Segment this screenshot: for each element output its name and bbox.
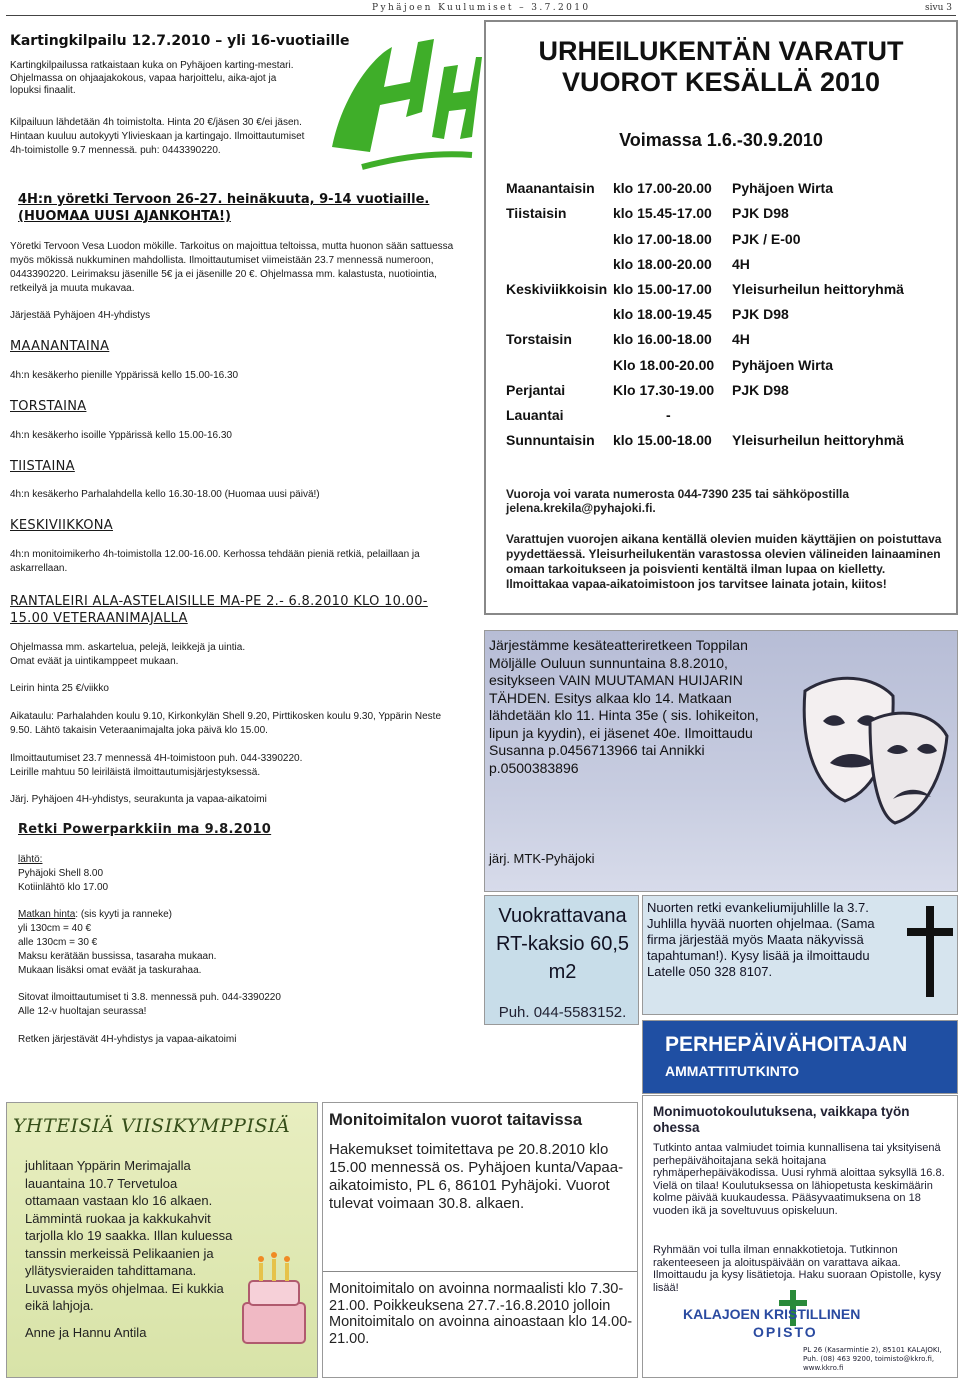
row-time: Klo 18.00-20.00 <box>613 357 715 373</box>
powerpark-title: Retki Powerparkkiin ma 9.8.2010 <box>18 822 272 837</box>
tuesday-text: 4h:n kesäkerho Parhalahdella kello 16.30-18.00 (Huomaa uusi päivä!) <box>10 489 320 500</box>
row-group: PJK D98 <box>732 205 789 221</box>
cake-icon <box>235 1243 313 1353</box>
row-group: Pyhäjoen Wirta <box>732 357 834 373</box>
opisto-address: PL 26 (Kasarmintie 2), 85101 KALAJOKI, Puh. (08) 463 9200, toimisto@kkro.fi, www.kkro.fi <box>803 1346 942 1372</box>
thursday-heading: TORSTAINA <box>10 399 87 414</box>
karting-title: Kartingkilpailu 12.7.2010 – yli 16-vuotiaille <box>10 33 350 49</box>
opisto-logo-name: KALAJOEN KRISTILLINEN <box>683 1306 861 1322</box>
reservation-contact: Vuoroja voi varata numerosta 044-7390 235 tai sähköpostilla jelena.krekila@pyhajoki.fi. <box>506 487 850 515</box>
row-time: klo 15.00-18.00 <box>613 432 712 448</box>
youth-festival-ad <box>642 895 958 1015</box>
row-group: PJK / E-00 <box>732 231 801 247</box>
night-trip-note: (HUOMAA UUSI AJANKOHTA!) <box>18 209 231 224</box>
row-day: Sunnuntaisin <box>506 432 595 448</box>
header-divider <box>6 15 956 16</box>
payment-note: Maksu kerätään bussissa, tasaraha mukaan. <box>18 951 217 962</box>
opisto-headline: Monimuotokoulutuksena, vaikkapa työn ohessa <box>653 1104 910 1135</box>
4h-logo <box>322 27 482 177</box>
row-day: Lauantai <box>506 407 564 423</box>
return-time: Kotiinlähtö klo 17.00 <box>18 882 109 893</box>
snacks-note: Mukaan lisäksi omat eväät ja taskurahaa. <box>18 965 202 976</box>
night-trip-heading: 4H:n yöretki Tervoon 26-27. heinäkuuta, 9-14 vuotiaille. <box>18 192 430 207</box>
camp-schedule: Aikataulu: Parhalahden koulu 9.10, Kirkonkylän Shell 9.20, Pirttikosken koulu 9.30, Yppärin Neste 9.50. Lähtö takaisin Veteraanimajalta joka päivä klo 15.00. <box>10 711 442 736</box>
night-trip-organizer: Järjestää Pyhäjoen 4H-yhdistys <box>10 310 151 321</box>
theatre-masks-icon <box>775 651 955 831</box>
row-time: klo 18.00-19.45 <box>613 306 712 322</box>
thursday-text: 4h:n kesäkerho isoille Yppärissä kello 15.00-16.30 <box>10 430 232 441</box>
wednesday-text: 4h:n monitoimikerho 4h-toimistolla 12.00-16.00. Kerhossa tehdään pieniä retkiä, pelaillaan ja askarrellaan. <box>10 549 420 574</box>
karting-details: Kilpailuun lähdetään 4h toimistolta. Hinta 20 €/jäsen 30 €/ei jäsen. Hintaan kuuluu autokyyti Ylivieskaan ja kartingajo. Ilmoittautumiset 4h-toimistolle 9.7 mennessä. puh: 0443390220. <box>10 117 305 156</box>
sports-title-line1: URHEILUKENTÄN VARATUT <box>538 36 904 66</box>
reservation-rules: Varattujen vuorojen aikana kentällä olevien muiden käyttäjien on poistuttava pyydettäessä. Yleisurheilukentän varastossa olevien välineiden lainaaminen omaan tarkoitukseen ja poisvienti kentältä ilman lupaa on kielletty. Ilmoittakaa vapaa-aikatoimistoon jos tarvitsee lainata jotain, kiitos! <box>506 532 942 591</box>
camp-price: Leirin hinta 25 €/viikko <box>10 683 109 694</box>
camp-program: Ohjelmassa mm. askartelua, pelejä, leikkejä ja uintia. <box>10 642 246 653</box>
row-time: Klo 17.30-19.00 <box>613 382 715 398</box>
powerpark-organizers: Retken järjestävät 4H-yhdistys ja vapaa-aikatoimi <box>18 1034 237 1045</box>
camp-registration: Ilmoittautumiset 23.7 mennessä 4H-toimistoon puh. 044-3390220. <box>10 753 303 764</box>
apartment-rental-ad <box>484 895 639 1025</box>
row-time: klo 17.00-18.00 <box>613 231 712 247</box>
childcare-subtitle: AMMATTITUTKINTO <box>665 1063 800 1079</box>
karting-description: Kartingkilpailussa ratkaistaan kuka on Pyhäjoen karting-mestari. Ohjelmassa on ohjaajakokous, vapaa harjoittelu, aika-ajot ja lopuksi finaalit. <box>10 60 294 96</box>
trip-price-line <box>18 908 172 922</box>
monday-heading: MAANANTAINA <box>10 339 110 354</box>
price-over-130: yli 130cm = 40 € <box>18 923 92 934</box>
newsletter-title: Pyhäjoen Kuulumiset – 3.7.2010 <box>372 3 591 13</box>
row-group: PJK D98 <box>732 382 789 398</box>
sports-hall-title: Monitoimitalon vuorot taitavissa <box>329 1111 583 1129</box>
rental-phone: Puh. 044-5583152. <box>498 1004 627 1021</box>
row-day: Torstaisin <box>506 331 572 347</box>
camp-organizers: Järj. Pyhäjoen 4H-yhdistys, seurakunta ja vapaa-aikatoimi <box>10 794 267 805</box>
tuesday-heading: TIISTAINA <box>10 459 75 474</box>
row-day: Maanantaisin <box>506 180 595 196</box>
row-group: PJK D98 <box>732 306 789 322</box>
sports-validity: Voimassa 1.6.-30.9.2010 <box>619 130 823 150</box>
birthday-title: YHTEISIÄ VIISIKYMPPISIÄ <box>13 1115 291 1137</box>
beach-camp-title: RANTALEIRI ALA-ASTELAISILLE MA-PE 2.- 6.8.2010 KLO 10.00-15.00 VETERAANIMAJALLA <box>10 594 428 626</box>
birthday-invitation <box>6 1102 318 1378</box>
birthday-hosts: Anne ja Hannu Antila <box>25 1325 147 1340</box>
summer-theatre-ad <box>484 630 958 892</box>
row-time: klo 15.45-17.00 <box>613 205 712 221</box>
camp-capacity: Leirille mahtuu 50 leiriläistä ilmoittautumisjärjestyksessä. <box>10 767 261 778</box>
opisto-application: Ryhmään voi tulla ilman ennakkotietoja. Tutkinnon rakenteeseen ja aloituspäivään on varattava aikaa. Ilmoittaudu ja kysy lisätietoja. Haku suoraan Opistolle, kysy lisää! <box>653 1244 941 1294</box>
sports-hall-application: Hakemukset toimitettava pe 20.8.2010 klo 15.00 mennessä os. Pyhäjoen kunta/Vapaa-aikatoimisto, PL 6, 86101 Pyhäjoki. Vuorot tulevat voimaan 30.8. alkaen. <box>329 1141 624 1212</box>
camp-bring: Omat eväät ja uintikamppeet mukaan. <box>10 656 179 667</box>
sports-title <box>486 36 956 98</box>
row-time: klo 18.00-20.00 <box>613 256 712 272</box>
binding-registration: Sitovat ilmoittautumiset ti 3.8. mennessä puh. 044-3390220 <box>18 992 281 1003</box>
row-day: Keskiviikkoisin <box>506 281 608 297</box>
sports-field-reservations <box>484 20 958 615</box>
page-number: sivu 3 <box>925 3 952 13</box>
row-time: klo 17.00-20.00 <box>613 180 712 196</box>
row-group: 4H <box>732 331 750 347</box>
guardian-note: Alle 12-v huoltajan seurassa! <box>18 1006 147 1017</box>
wednesday-heading: KESKIVIIKKONA <box>10 518 113 533</box>
sports-title-line2: VUOROT KESÄLLÄ 2010 <box>561 67 881 97</box>
opisto-ad <box>642 1095 958 1378</box>
row-group: Yleisurheilun heittoryhmä <box>732 281 904 297</box>
sports-hall-ad <box>322 1102 638 1378</box>
row-day: Perjantai <box>506 382 566 398</box>
row-time: klo 16.00-18.00 <box>613 331 712 347</box>
night-trip-description: Yöretki Tervoon Vesa Luodon mökille. Tarkoitus on majoittua teltoissa, mutta huonon sään sattuessa myös mökissä nukkuminen mahdollista. Ilmoittautumiset viimeistään 23.7 mennessä numeroon, 0443390220. Leirimaksu jäsenille 5€ ja ei jäsenille 20 €. Ohjelmassa mm. kalastusta, nuotiointia, retkeilyä ja muuta mukavaa. <box>10 241 454 294</box>
night-trip-title <box>18 191 458 225</box>
row-group: 4H <box>732 256 750 272</box>
opisto-logo-sub: OPISTO <box>753 1324 818 1340</box>
row-time: klo 15.00-17.00 <box>613 281 712 297</box>
cross-icon <box>905 904 955 999</box>
trip-price-note: : (sis kyyti ja ranneke) <box>75 909 172 920</box>
rental-description: Vuokrattavana RT-kaksio 60,5 m2 <box>495 905 630 983</box>
row-group: Pyhäjoen Wirta <box>732 180 834 196</box>
theatre-organizer: järj. MTK-Pyhäjoki <box>489 851 595 866</box>
row-day: Tiistaisin <box>506 205 567 221</box>
monday-text: 4h:n kesäkerho pienille Yppärissä kello 15.00-16.30 <box>10 370 239 381</box>
sports-hall-hours: Monitoimitalo on avoinna normaalisti klo 7.30-21.00. Poikkeuksena 27.7.-16.8.2010 jolloin Monitoimitalo on avoinna ainoastaan klo 14.00-21.00. <box>329 1281 633 1347</box>
theatre-description: Järjestämme kesäteatteriretkeen Toppilan Möljälle Ouluun sunnuntaina 8.8.2010, esitykseen VAIN MUUTAMAN HUIJARIN TÄHDEN. Esitys alkaa klo 14. Matkaan lähdetään klo 11. Hinta 35e ( sis. lohikeiton, lipun ja kyydin), ei jäsenet 40e. Ilmoittaudu Susanna p.0456713966 tai Annikki p.0500383896 <box>489 637 759 776</box>
row-time: - <box>666 407 671 423</box>
youth-festival-text: Nuorten retki evankeliumijuhlille la 3.7. Juhlilla hyvää nuorten ohjelmaa. (Sama firma järjestää myös Maata näkyvissä tapahtuman!). Kysy lisää ja ilmoittaudu Latelle 050 328 8107. <box>647 900 875 979</box>
childcare-degree-banner <box>642 1020 958 1094</box>
price-under-130: alle 130cm = 30 € <box>18 937 98 948</box>
sports-hall-divider <box>323 1271 638 1272</box>
birthday-text: juhlitaan Yppärin Merimajalla lauantaina 10.7 Tervetuloa ottamaan vastaan klo 16 alkaen. Lämmintä ruokaa ja kakkukahvit tarjolla klo 19 saakka. Illan kuluessa tanssin merkeissä Pelikaanien ja yllätysvieraiden tahdittamana. Luvassa myös ohjelmaa. Ei kukkia eikä lahjoja. <box>25 1158 233 1313</box>
departure-shell: Pyhäjoki Shell 8.00 <box>18 868 104 879</box>
row-group: Yleisurheilun heittoryhmä <box>732 432 904 448</box>
opisto-description: Tutkinto antaa valmiudet toimia kunnallisena tai yksityisenä perhepäivähoitajana sekä hoitajana ryhmäperhepäiväkodissa. Uusi ryhmä aloittaa syksyllä 16.8. Vielä on tilaa! Koulutuksessa on lähiopetusta keskimäärin kolme päivää kuukaudessa. Pääsyvaatimuksena on 18 vuoden ikä ja soveltuvuus opiskeluun. <box>653 1142 945 1217</box>
trip-price-label: Matkan hinta <box>18 909 76 920</box>
childcare-title: PERHEPÄIVÄHOITAJAN <box>665 1033 908 1056</box>
departure-label: lähtö: <box>18 854 43 865</box>
